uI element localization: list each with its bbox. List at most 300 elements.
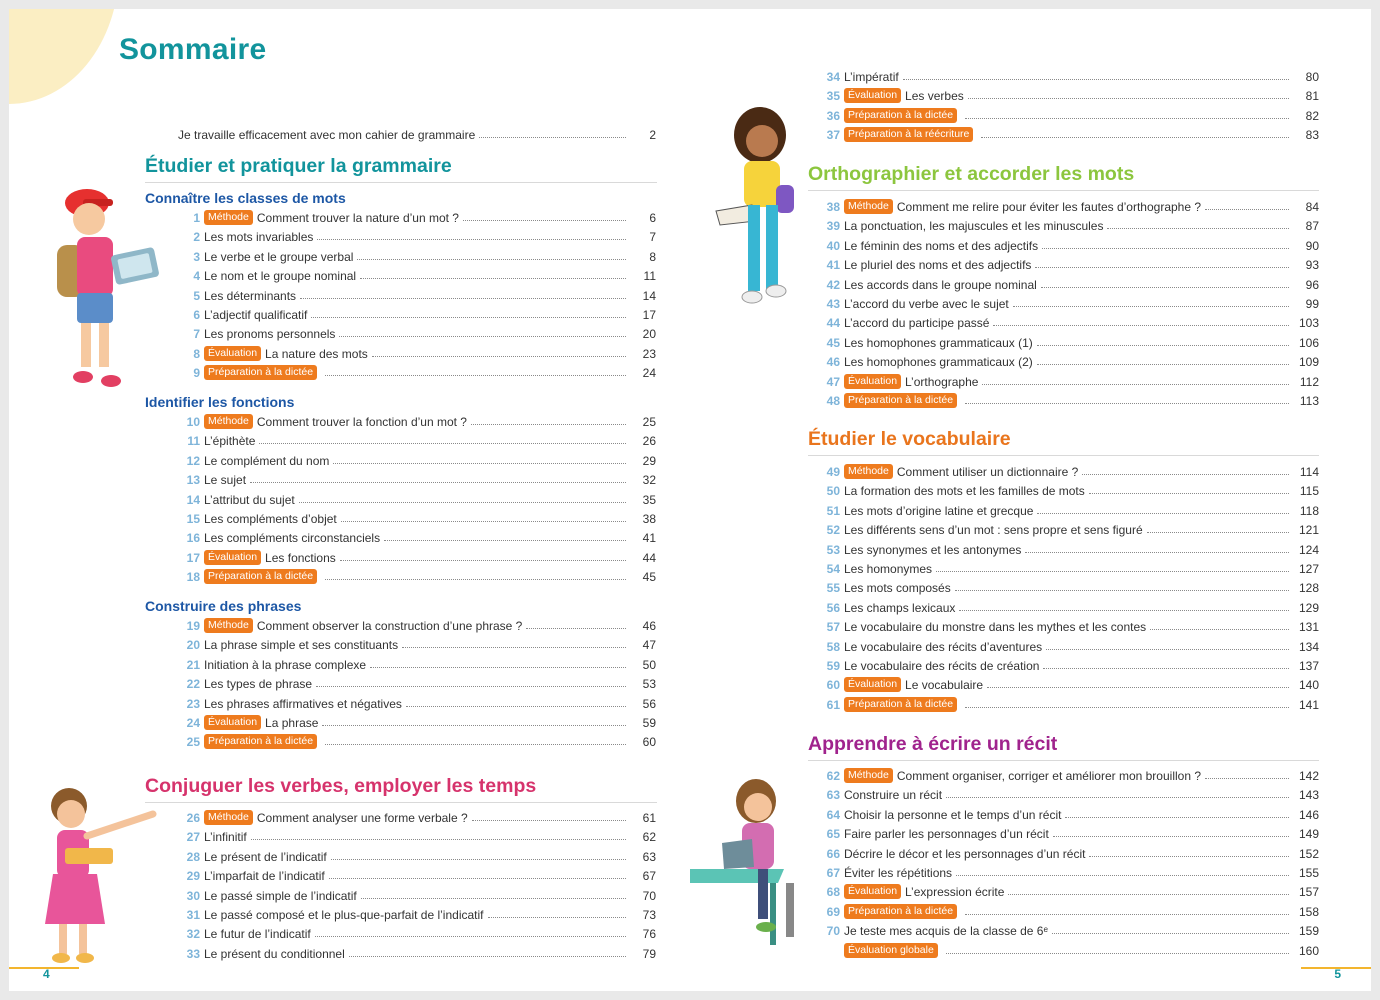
entry-number: 61 <box>826 697 840 712</box>
leader-dots <box>488 917 627 918</box>
entry-page: 152 <box>1298 846 1319 861</box>
leader-dots <box>259 443 626 444</box>
toc-entry[interactable] <box>818 861 1319 880</box>
leader-dots <box>1037 513 1289 514</box>
leader-dots <box>956 875 1289 876</box>
entry-page: 113 <box>1299 394 1319 408</box>
entry-number: 24 <box>186 716 200 730</box>
toc-entry[interactable] <box>818 65 1319 84</box>
toc-entry[interactable] <box>818 350 1319 369</box>
entry-number: 43 <box>826 297 840 311</box>
leader-dots <box>1037 364 1289 365</box>
entry-page: 60 <box>642 735 656 750</box>
leader-dots <box>311 317 626 318</box>
entry-page: 80 <box>1305 70 1319 84</box>
entry-label: Le présent du conditionnel <box>204 946 345 961</box>
entry-label: Les différents sens d’un mot : sens propre et sens figuré <box>844 523 1143 538</box>
leader-dots <box>1043 668 1289 669</box>
boy-with-tablet-illustration <box>43 185 165 391</box>
entry-page: 109 <box>1298 355 1319 370</box>
entry-number: 26 <box>186 811 200 825</box>
entry-label: Le passé simple de l’indicatif <box>204 888 357 903</box>
leader-dots <box>1013 306 1289 307</box>
entry-label: Les champs lexicaux <box>844 600 956 615</box>
entry-number: 52 <box>826 523 840 538</box>
toc-entry[interactable] <box>178 361 656 380</box>
entry-page: 128 <box>1298 581 1319 596</box>
entry-number: 31 <box>186 908 200 922</box>
entry-number: 55 <box>826 581 840 596</box>
entry-page: 137 <box>1298 659 1319 673</box>
leader-dots <box>982 384 1289 385</box>
toc-entry[interactable] <box>178 653 656 672</box>
toc-entry[interactable] <box>178 322 656 341</box>
entry-page: 134 <box>1298 639 1319 654</box>
entry-label: Le passé composé et le plus-que-parfait de l’indicatif <box>204 908 484 922</box>
entry-label: Le sujet <box>204 473 247 488</box>
toc-entry[interactable] <box>818 654 1319 673</box>
entry-number: 56 <box>826 600 840 615</box>
entry-number: 48 <box>826 394 840 408</box>
entry-number: 12 <box>186 453 200 468</box>
toc-entry[interactable] <box>178 507 656 526</box>
toc-entry[interactable] <box>818 331 1319 350</box>
entry-page: 73 <box>642 908 656 922</box>
entry-number: 44 <box>826 316 840 331</box>
leader-dots <box>349 956 626 957</box>
entry-page: 112 <box>1299 374 1319 389</box>
entry-number: 36 <box>826 108 840 123</box>
entry-page: 23 <box>642 346 656 361</box>
entry-page: 35 <box>642 492 656 507</box>
leader-dots <box>340 560 626 561</box>
entry-number: 35 <box>826 89 840 104</box>
subsection-heading: Construire des phrases <box>145 598 302 614</box>
entry-label: L’accord du participe passé <box>844 316 990 331</box>
entry-page: 24 <box>642 366 656 381</box>
leader-dots <box>965 118 1289 119</box>
toc-entry[interactable] <box>178 245 656 264</box>
toc-entry[interactable] <box>818 919 1319 938</box>
entry-page: 84 <box>1305 200 1319 214</box>
leader-dots <box>965 707 1289 708</box>
toc-entry[interactable] <box>818 576 1319 595</box>
entry-number: 25 <box>186 735 200 750</box>
leader-dots <box>315 936 626 937</box>
leader-dots <box>250 482 626 483</box>
entry-label: Les mots composés <box>844 581 951 596</box>
leader-dots <box>472 820 626 821</box>
entry-number: 23 <box>186 696 200 711</box>
entry-number: 42 <box>826 277 840 292</box>
entry-label: La ponctuation, les majuscules et les minuscules <box>844 219 1104 234</box>
toc-entry[interactable] <box>178 526 656 545</box>
entry-page: 38 <box>642 512 656 526</box>
leader-dots <box>251 839 626 840</box>
toc-entry[interactable] <box>178 410 656 429</box>
toc-entry[interactable] <box>818 538 1319 557</box>
entry-page: 79 <box>642 946 656 961</box>
toc-entry[interactable] <box>178 206 656 225</box>
entry-number: 58 <box>826 639 840 654</box>
toc-entry[interactable] <box>818 460 1319 479</box>
entry-label: Le vocabulaire du monstre dans les mythes et les contes <box>844 620 1147 635</box>
leader-dots <box>329 878 626 879</box>
toc-entry[interactable] <box>178 546 656 565</box>
entry-label: Le verbe et le groupe verbal <box>204 249 354 264</box>
entry-page: 146 <box>1298 807 1319 822</box>
leader-dots <box>471 424 626 425</box>
intro-entry[interactable] <box>178 123 656 142</box>
entry-tag: Évaluation <box>844 677 901 692</box>
entry-label: Les synonymes et les antonymes <box>844 542 1022 557</box>
entry-page: 158 <box>1298 904 1319 919</box>
entry-tag: Préparation à la dictée <box>844 108 957 123</box>
entry-label: Je travaille efficacement avec mon cahier de grammaire <box>178 128 476 142</box>
toc-entry[interactable] <box>178 488 656 507</box>
entry-page: 82 <box>1305 108 1319 123</box>
entry-page: 59 <box>642 716 656 730</box>
entry-number: 41 <box>826 258 840 273</box>
entry-number: 32 <box>186 927 200 942</box>
entry-number: 69 <box>826 904 840 919</box>
toc-entry[interactable] <box>178 903 656 922</box>
entry-tag: Évaluation <box>844 88 901 103</box>
girl-reading-illustration <box>712 105 808 309</box>
leader-dots <box>361 898 626 899</box>
entry-page: 53 <box>642 677 656 692</box>
entry-label: Initiation à la phrase complexe <box>204 657 367 672</box>
toc-entry[interactable] <box>178 303 656 322</box>
entry-number: 45 <box>826 335 840 350</box>
entry-tag: Méthode <box>204 810 253 825</box>
entry-label: Comment analyser une forme verbale ? <box>256 811 468 825</box>
toc-entry[interactable] <box>818 104 1319 123</box>
leader-dots <box>299 502 626 503</box>
leader-dots <box>325 375 626 376</box>
entry-number: 27 <box>186 830 200 845</box>
entry-label: Les types de phrase <box>204 677 313 692</box>
entry-tag: Méthode <box>844 199 893 214</box>
entry-number: 68 <box>826 885 840 900</box>
entry-number: 38 <box>826 200 840 214</box>
entry-label: L’accord du verbe avec le sujet <box>844 297 1009 311</box>
toc-entry[interactable] <box>178 864 656 883</box>
toc-entry[interactable] <box>178 449 656 468</box>
entry-number: 50 <box>826 484 840 499</box>
toc-entry[interactable] <box>178 672 656 691</box>
entry-label: L’imparfait de l’indicatif <box>204 869 325 884</box>
entry-number: 59 <box>826 659 840 673</box>
entry-number: 11 <box>187 434 200 449</box>
entry-tag: Préparation à la dictée <box>844 904 957 919</box>
entry-tag: Évaluation <box>204 346 261 361</box>
leader-dots <box>1046 649 1289 650</box>
entry-number: 19 <box>186 619 200 633</box>
toc-entry[interactable] <box>818 635 1319 654</box>
leader-dots <box>946 797 1289 798</box>
toc-entry[interactable] <box>818 557 1319 576</box>
entry-number: 9 <box>193 366 200 381</box>
right-page <box>690 9 1371 991</box>
toc-entry[interactable] <box>818 783 1319 802</box>
entry-page: 29 <box>642 453 656 468</box>
entry-page: 115 <box>1299 484 1319 499</box>
toc-entry[interactable] <box>178 922 656 941</box>
leader-dots <box>981 137 1289 138</box>
entry-tag: Méthode <box>204 414 253 429</box>
entry-page: 157 <box>1298 885 1319 900</box>
toc-entry[interactable] <box>818 939 1319 958</box>
entry-page: 67 <box>642 869 656 884</box>
entry-label: Le nom et le groupe nominal <box>204 269 357 284</box>
entry-number: 54 <box>826 562 840 576</box>
entry-number: 64 <box>826 807 840 822</box>
entry-page: 62 <box>642 830 656 845</box>
toc-entry[interactable] <box>818 596 1319 615</box>
entry-page: 124 <box>1298 542 1319 557</box>
toc-entry[interactable] <box>178 730 656 749</box>
toc-entry[interactable] <box>178 692 656 711</box>
toc-entry[interactable] <box>818 253 1319 272</box>
toc-entry[interactable] <box>818 123 1319 142</box>
toc-entry[interactable] <box>818 803 1319 822</box>
toc-entry[interactable] <box>818 479 1319 498</box>
entry-number: 46 <box>826 355 840 370</box>
entry-tag: Évaluation globale <box>844 943 938 958</box>
toc-entry[interactable] <box>818 673 1319 692</box>
leader-dots <box>325 579 626 580</box>
entry-label: Le pluriel des noms et des adjectifs <box>844 258 1032 273</box>
entry-label: La phrase simple et ses constituants <box>204 638 399 653</box>
entry-page: 2 <box>649 128 656 142</box>
leader-dots <box>331 859 626 860</box>
entry-page: 83 <box>1305 128 1319 143</box>
entry-number: 8 <box>193 346 200 361</box>
entry-page: 121 <box>1298 523 1319 538</box>
toc-entry[interactable] <box>178 633 656 652</box>
page-number: 5 <box>1334 967 1341 981</box>
toc-entry[interactable] <box>818 273 1319 292</box>
entry-page: 20 <box>642 327 656 342</box>
entry-label: Décrire le décor et les personnages d’un récit <box>844 846 1086 861</box>
entry-number: 40 <box>826 238 840 253</box>
entry-page: 45 <box>642 570 656 585</box>
leader-dots <box>339 336 626 337</box>
toc-entry[interactable] <box>818 764 1319 783</box>
toc-entry[interactable] <box>178 284 656 303</box>
entry-label: Comment trouver la fonction d’un mot ? <box>256 415 467 429</box>
entry-label: Les homonymes <box>844 562 933 576</box>
entry-number: 37 <box>826 128 840 143</box>
toc-entry[interactable] <box>818 900 1319 919</box>
toc-entry[interactable] <box>178 429 656 448</box>
entry-label: L’expression écrite <box>905 885 1005 900</box>
entry-number: 6 <box>193 308 200 322</box>
entry-label: La nature des mots <box>265 346 368 361</box>
leader-dots <box>968 98 1289 99</box>
entry-number: 70 <box>826 924 840 939</box>
leader-dots <box>1082 474 1289 475</box>
leader-dots <box>959 610 1289 611</box>
girl-pointing-illustration <box>35 784 165 966</box>
toc-entry[interactable] <box>178 614 656 633</box>
entry-page: 155 <box>1298 866 1319 880</box>
entry-page: 25 <box>642 415 656 429</box>
entry-label: Les mots invariables <box>204 230 314 245</box>
toc-entry[interactable] <box>818 84 1319 103</box>
subsection-heading: Connaître les classes de mots <box>145 190 346 206</box>
entry-page: 50 <box>642 657 656 672</box>
entry-number: 63 <box>826 788 840 803</box>
leader-dots <box>1107 228 1289 229</box>
entry-number: 66 <box>826 846 840 861</box>
entry-page: 103 <box>1298 316 1319 331</box>
entry-tag: Évaluation <box>204 715 261 730</box>
entry-page: 106 <box>1298 335 1319 350</box>
toc-entry[interactable] <box>178 806 656 825</box>
leader-dots <box>965 403 1289 404</box>
toc-entry[interactable] <box>818 693 1319 712</box>
entry-page: 41 <box>642 531 656 546</box>
entry-label: Le vocabulaire des récits d’aventures <box>844 639 1043 654</box>
entry-label: Les mots d’origine latine et grecque <box>844 503 1034 518</box>
toc-entry[interactable] <box>818 214 1319 233</box>
entry-page: 7 <box>649 230 656 245</box>
entry-page: 114 <box>1299 465 1319 479</box>
entry-page: 76 <box>642 927 656 942</box>
entry-label: Les compléments circonstanciels <box>204 531 381 546</box>
entry-label: Les fonctions <box>265 550 336 565</box>
leader-dots <box>526 628 626 629</box>
entry-label: Je teste mes acquis de la classe de 6ᵉ <box>844 924 1048 939</box>
entry-page: 47 <box>642 638 656 653</box>
leader-dots <box>402 647 626 648</box>
entry-page: 6 <box>649 211 656 225</box>
entry-label: Comment me relire pour éviter les fautes d’orthographe ? <box>896 200 1202 214</box>
entry-label: Les pronoms personnels <box>204 327 336 342</box>
entry-label: L’attribut du sujet <box>204 492 295 507</box>
toc-entry[interactable] <box>178 468 656 487</box>
entry-tag: Évaluation <box>204 550 261 565</box>
entry-number: 28 <box>186 849 200 864</box>
toc-entry[interactable] <box>178 711 656 730</box>
entry-number: 5 <box>193 288 200 303</box>
entry-page: 61 <box>642 811 656 825</box>
toc-entry[interactable] <box>818 518 1319 537</box>
entry-number: 60 <box>826 678 840 693</box>
entry-label: Comment organiser, corriger et améliorer mon brouillon ? <box>896 769 1202 783</box>
entry-page: 127 <box>1298 562 1319 576</box>
entry-number: 15 <box>186 512 200 526</box>
entry-label: Les compléments d’objet <box>204 512 337 526</box>
entry-page: 142 <box>1298 769 1319 783</box>
toc-entry[interactable] <box>818 292 1319 311</box>
toc-entry[interactable] <box>178 264 656 283</box>
entry-label: Les verbes <box>905 89 964 104</box>
entry-number: 51 <box>826 503 840 518</box>
entry-label: Le vocabulaire des récits de création <box>844 659 1040 673</box>
entry-label: Les déterminants <box>204 288 297 303</box>
toc-entry[interactable] <box>818 822 1319 841</box>
entry-page: 81 <box>1305 89 1319 104</box>
toc-entry[interactable] <box>818 842 1319 861</box>
leader-dots <box>325 744 626 745</box>
toc-entry[interactable] <box>818 615 1319 634</box>
entry-number: 22 <box>186 677 200 692</box>
left-page <box>9 9 690 991</box>
entry-page: 26 <box>642 434 656 449</box>
entry-number: 1 <box>193 211 200 225</box>
leader-dots <box>479 137 626 138</box>
toc-entry[interactable] <box>178 825 656 844</box>
girl-at-laptop-illustration <box>690 773 814 949</box>
toc-entry[interactable] <box>178 565 656 584</box>
leader-dots <box>1089 856 1289 857</box>
entry-number: 4 <box>193 269 200 284</box>
entry-number: 3 <box>193 249 200 264</box>
toc-entry[interactable] <box>818 880 1319 899</box>
entry-number: 67 <box>826 866 840 880</box>
entry-label: Le vocabulaire <box>905 678 984 693</box>
entry-number: 53 <box>826 542 840 557</box>
toc-entry[interactable] <box>178 845 656 864</box>
toc-entry[interactable] <box>178 942 656 961</box>
entry-number: 47 <box>826 374 840 389</box>
entry-number: 13 <box>186 473 200 488</box>
section-heading: Étudier et pratiquer la grammaire <box>145 155 657 183</box>
leader-dots <box>993 325 1289 326</box>
leader-dots <box>300 298 626 299</box>
leader-dots <box>1053 836 1289 837</box>
entry-number: 29 <box>186 869 200 884</box>
entry-label: L’épithète <box>204 434 256 449</box>
entry-tag: Préparation à la dictée <box>204 365 317 380</box>
leader-dots <box>1042 248 1289 249</box>
entry-tag: Méthode <box>204 210 253 225</box>
toc-entry[interactable] <box>178 225 656 244</box>
entry-tag: Préparation à la dictée <box>844 393 957 408</box>
leader-dots <box>987 687 1289 688</box>
toc-entry[interactable] <box>818 370 1319 389</box>
toc-entry[interactable] <box>818 234 1319 253</box>
entry-page: 99 <box>1305 297 1319 311</box>
toc-entry[interactable] <box>178 342 656 361</box>
toc-entry[interactable] <box>818 195 1319 214</box>
toc-entry[interactable] <box>818 311 1319 330</box>
leader-dots <box>1147 532 1289 533</box>
entry-number: 33 <box>186 946 200 961</box>
entry-number: 18 <box>186 570 200 585</box>
entry-page: 70 <box>642 888 656 903</box>
leader-dots <box>1052 933 1289 934</box>
entry-number: 62 <box>826 769 840 783</box>
entry-number: 57 <box>826 620 840 635</box>
toc-entry[interactable] <box>818 499 1319 518</box>
entry-label: Faire parler les personnages d’un récit <box>844 827 1049 842</box>
entry-page: 143 <box>1298 788 1319 803</box>
entry-tag: Préparation à la dictée <box>204 569 317 584</box>
toc-entry[interactable] <box>818 389 1319 408</box>
entry-tag: Évaluation <box>844 374 901 389</box>
leader-dots <box>1205 778 1289 779</box>
toc-entry[interactable] <box>178 884 656 903</box>
leader-dots <box>1150 629 1289 630</box>
entry-number: 21 <box>186 657 200 672</box>
entry-label: Construire un récit <box>844 788 943 803</box>
leader-dots <box>965 914 1289 915</box>
entry-page: 8 <box>649 249 656 264</box>
